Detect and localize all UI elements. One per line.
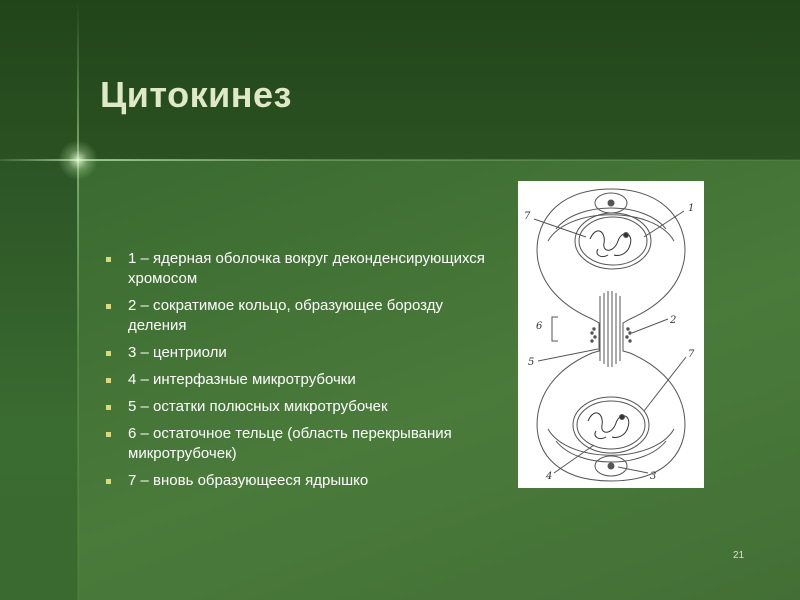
bullet-icon	[106, 304, 111, 309]
list-item-text: 2 – сократимое кольцо, образующее борозду деления	[128, 297, 443, 334]
list-item-text: 4 – интерфазные микротрубочки	[128, 371, 356, 388]
list-item	[106, 249, 486, 289]
decorative-horizontal-line	[0, 159, 800, 161]
list-item	[106, 424, 486, 464]
microtubule-arc	[556, 441, 666, 462]
bullet-icon	[106, 378, 111, 383]
bullet-icon	[106, 432, 111, 437]
list-item	[106, 471, 486, 491]
list-item	[106, 370, 486, 390]
nucleus-bottom	[573, 397, 649, 453]
page-number: 21	[733, 550, 745, 561]
nucleus-top	[575, 213, 651, 269]
label-5: 5	[528, 357, 535, 368]
bullet-icon	[106, 257, 111, 262]
list-item-text: 7 – вновь образующееся ядрышко	[128, 472, 369, 489]
microtubule-arc	[548, 429, 674, 455]
label-6: 6	[536, 321, 543, 332]
list-item-text: 5 – остатки полюсных микротрубочек	[128, 398, 388, 415]
label-2: 2	[670, 315, 677, 326]
label-7-bottom: 7	[688, 349, 695, 360]
cytokinesis-drawing	[518, 181, 704, 488]
decorative-glow	[58, 140, 98, 180]
list-item	[106, 397, 486, 417]
list-item-text: 1 – ядерная оболочка вокруг деконденсирующихся хромосом	[128, 250, 485, 287]
label-1: 1	[688, 203, 695, 214]
legend-list	[106, 249, 486, 498]
list-item	[106, 296, 486, 336]
slide-title: Цитокинез	[100, 74, 292, 115]
list-item-text: 3 – центриоли	[128, 344, 227, 361]
bullet-icon	[106, 405, 111, 410]
microtubule-arc	[556, 208, 666, 229]
bullet-icon	[106, 351, 111, 356]
microtubule-arc	[548, 215, 674, 241]
label-3: 3	[650, 471, 657, 482]
decorative-vertical-line	[77, 0, 79, 600]
cytokinesis-diagram	[518, 181, 704, 488]
bullet-icon	[106, 479, 111, 484]
label-4: 4	[546, 471, 553, 482]
label-7-top: 7	[524, 211, 531, 222]
list-item-text: 6 – остаточное тельце (область перекрывания микротрубочек)	[128, 425, 452, 462]
list-item	[106, 343, 486, 363]
cell-outline	[537, 189, 685, 481]
